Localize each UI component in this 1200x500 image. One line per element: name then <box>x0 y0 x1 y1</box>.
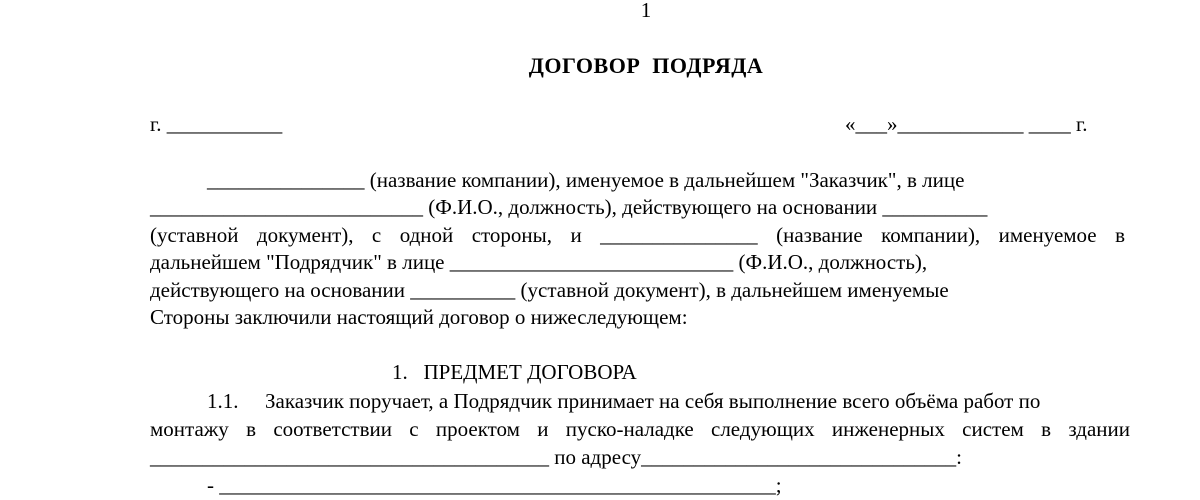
clause-number: 1.1. <box>207 389 239 413</box>
clause-line-2: монтажу в соответствии с проектом и пуско-наладке следующих инженерных систем в здании <box>150 417 1130 441</box>
preamble-line-2: __________________________ (Ф.И.О., должность), действующего на основании __________ <box>150 195 988 219</box>
page-number: 1 <box>640 0 652 22</box>
city-field: г. ___________ <box>150 112 283 136</box>
clause-line-3: ______________________________________ по адресу______________________________: <box>150 445 962 469</box>
document-title: ДОГОВОР ПОДРЯДА <box>528 53 764 78</box>
section-heading: 1. ПРЕДМЕТ ДОГОВОРА <box>392 360 637 384</box>
preamble-line-1: _______________ (название компании), именуемое в дальнейшем "Заказчик", в лице <box>207 168 965 192</box>
preamble-line-4: дальнейшем "Подрядчик" в лице ___________________________ (Ф.И.О., должность), <box>150 250 928 274</box>
preamble-line-6: Стороны заключили настоящий договор о нижеследующем: <box>150 305 688 329</box>
list-item-1: - _____________________________________________________; <box>207 473 782 497</box>
preamble-line-3: (уставной документ), с одной стороны, и _______________ (название компании), именуемое в <box>150 223 1125 247</box>
preamble-line-5: действующего на основании __________ (уставной документ), в дальнейшем именуемые <box>150 278 949 302</box>
clause-line-1: Заказчик поручает, а Подрядчик принимает на себя выполнение всего объёма работ по <box>265 389 1041 413</box>
date-field: «___»____________ ____ г. <box>845 112 1088 136</box>
